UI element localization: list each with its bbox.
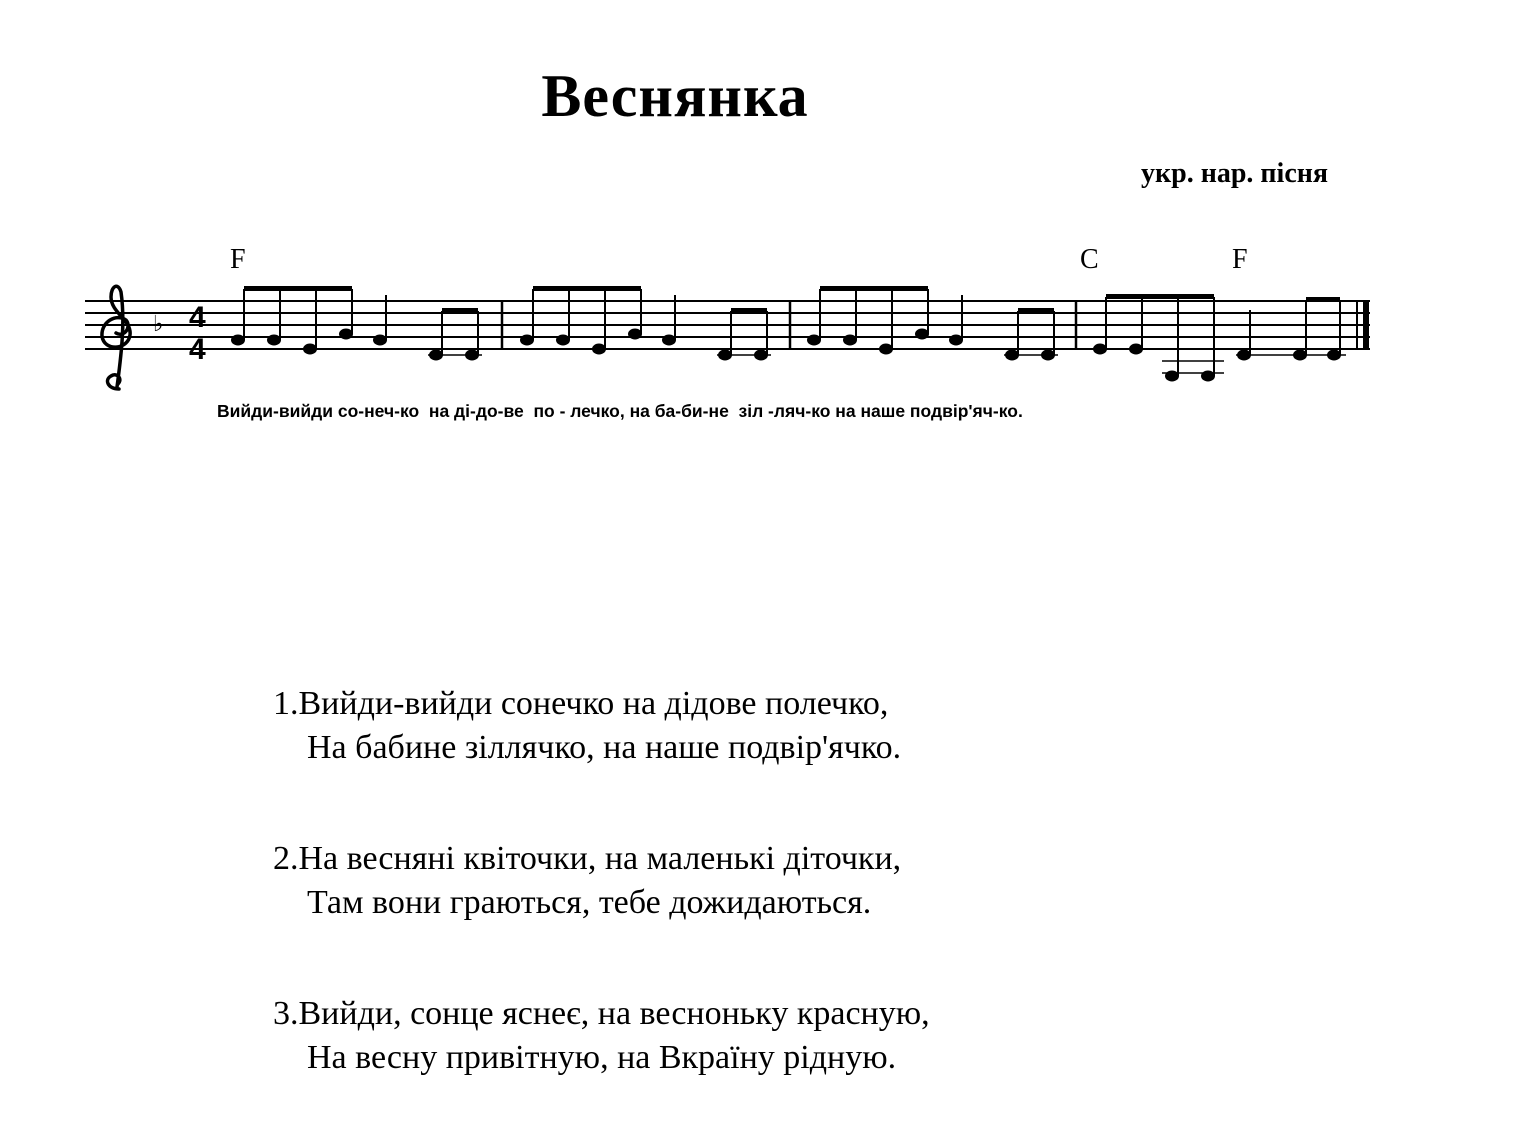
verse-number: 1. <box>273 685 299 722</box>
key-flat-icon: ♭ <box>153 312 164 337</box>
verse-2 <box>273 837 930 925</box>
chord-symbol: C <box>1080 244 1099 275</box>
verse-number: 2. <box>273 840 299 877</box>
chord-symbol: F <box>1232 244 1248 275</box>
verse-line: На весняні квіточки, на маленькі діточки, <box>298 840 902 877</box>
verse-line: На бабине зіллячко, на наше подвір'ячко. <box>307 729 902 766</box>
verses <box>273 682 930 1147</box>
song-title: Веснянка <box>541 63 809 129</box>
time-signature-top: 4 <box>189 301 206 334</box>
verse-3 <box>273 992 930 1080</box>
verse-line: Вийди-вийди сонечко на дідове полечко, <box>298 685 889 722</box>
chord-symbol: F <box>230 244 246 275</box>
music-score <box>0 230 1533 400</box>
verse-1 <box>273 682 930 770</box>
verse-line: Вийди, сонце яснеє, на весноньку красную, <box>298 995 930 1032</box>
song-attribution: укр. нар. пісня <box>1141 158 1329 189</box>
lyrics-underlay: Вийди-вийди со-неч-ко на ді-до-ве по - лечко, на ба-би-не зіл -ляч-ко на наше подвір'яч-ко. <box>217 401 1023 421</box>
verse-number: 3. <box>273 995 299 1032</box>
time-signature-bottom: 4 <box>189 333 206 366</box>
verse-line: На весну привітную, на Вкраїну рідную. <box>307 1039 897 1076</box>
verse-line: Там вони граються, тебе дожидаються. <box>307 884 872 921</box>
